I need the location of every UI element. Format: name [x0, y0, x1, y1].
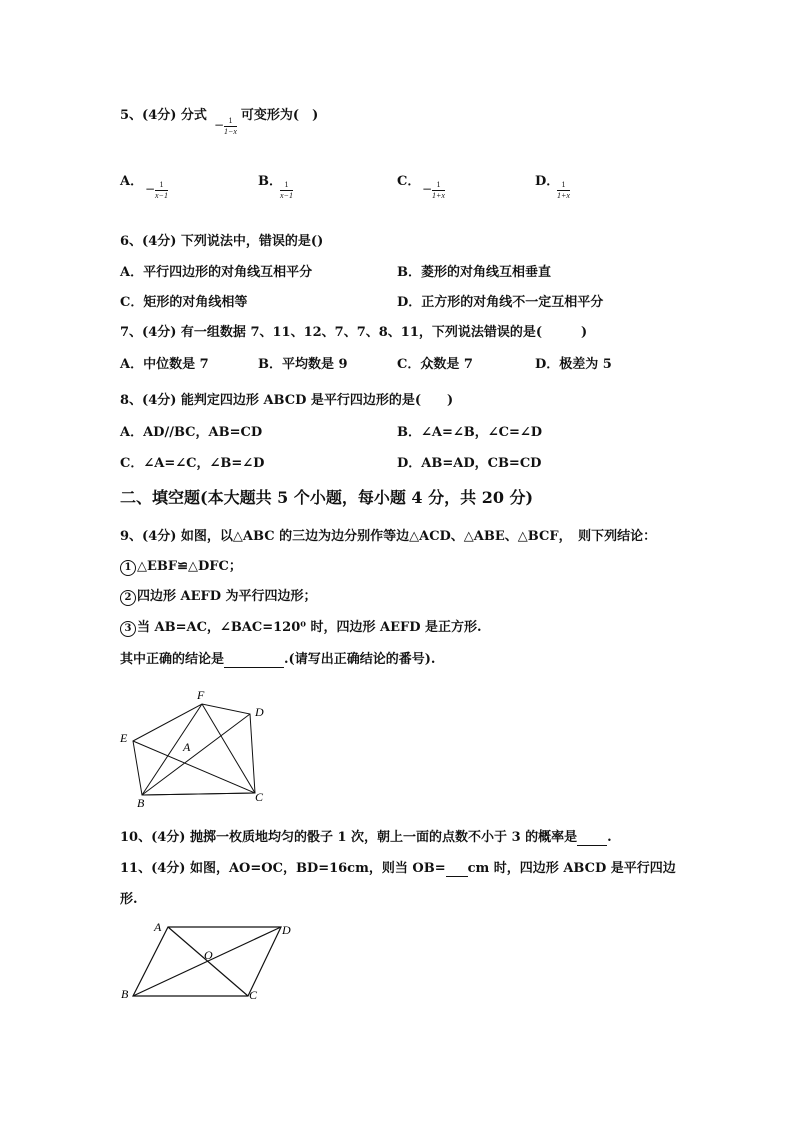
q6-stem: 6、(4分) 下列说法中，错误的是()	[120, 234, 324, 249]
q8-option-c[interactable]: C．∠A=∠C，∠B=∠D	[120, 456, 265, 471]
q5-option-b-label[interactable]: B．	[258, 174, 282, 189]
q5-option-c-label[interactable]: C．	[397, 174, 421, 189]
q10-answer-blank[interactable]	[577, 830, 607, 846]
circled-number-2: 2	[120, 590, 136, 606]
q11-label-a: A	[154, 920, 162, 934]
q7-option-b[interactable]: B．平均数是 9	[258, 357, 348, 372]
q5-option-d-fraction: $\frac{1}{1+x}$	[557, 180, 570, 200]
q9-label-b: B	[137, 796, 145, 810]
q7-option-c[interactable]: C．众数是 7	[397, 357, 473, 372]
q11-answer-blank[interactable]	[446, 861, 468, 877]
q7-option-a[interactable]: A．中位数是 7	[120, 357, 209, 372]
circled-number-1: 1	[120, 560, 136, 576]
q8-option-d[interactable]: D．AB=AD，CB=CD	[397, 456, 542, 471]
q5-option-b-fraction: $\frac{1}{x-1}$	[280, 180, 293, 200]
q5-expr-fraction: $\frac{1}{1-x}$	[224, 116, 237, 136]
q11-label-c: C	[249, 988, 258, 1002]
q9-label-f: F	[197, 688, 205, 702]
q11-line2: 形.	[120, 892, 138, 907]
q5-option-a-fraction: $\frac{1}{x-1}$	[155, 180, 168, 200]
q7-stem: 7、(4分) 有一组数据 7、11、12、7、7、8、11，下列说法错误的是( )	[120, 325, 588, 340]
q8-stem: 8、(4分) 能判定四边形 ABCD 是平行四边形的是( )	[120, 393, 454, 408]
q11-label-b: B	[121, 987, 129, 1001]
q8-option-a[interactable]: A．AD//BC，AB=CD	[120, 425, 263, 440]
q8-option-b[interactable]: B．∠A=∠B，∠C=∠D	[397, 425, 543, 440]
q11-label-d: D	[282, 923, 291, 937]
q5-option-a-label[interactable]: A．	[120, 174, 144, 189]
q9-answer-blank[interactable]	[224, 652, 284, 668]
q9-answer-line: 其中正确的结论是 .(请写出正确结论的番号).	[120, 652, 436, 667]
q6-option-c[interactable]: C．矩形的对角线相等	[120, 295, 248, 310]
q6-option-b[interactable]: B．菱形的对角线互相垂直	[397, 265, 551, 280]
q9-item-3: 3 当 AB=AC，∠BAC=120⁰ 时，四边形 AEFD 是正方形.	[120, 616, 482, 637]
q11-parallelogram-figure	[118, 918, 298, 1004]
q7-option-d[interactable]: D．极差为 5	[535, 357, 612, 372]
q5-option-d-label[interactable]: D．	[535, 174, 560, 189]
circled-number-3: 3	[120, 621, 136, 637]
q9-triangle-figure	[115, 685, 280, 810]
q9-stem: 9、(4分) 如图，以△ABC 的三边为边分别作等边△ACD、△ABE、△BCF， 则下列结论：	[120, 529, 657, 544]
q9-item-1: 1 △EBF≌△DFC；	[120, 555, 242, 576]
q6-option-a[interactable]: A．平行四边形的对角线互相平分	[120, 265, 313, 280]
q6-option-d[interactable]: D．正方形的对角线不一定互相平分	[397, 295, 604, 310]
q11-label-o: O	[204, 948, 213, 962]
q5-option-a-sign: −	[145, 182, 156, 196]
q9-item-2: 2 四边形 AEFD 为平行四边形；	[120, 585, 317, 606]
q9-label-d: D	[255, 705, 264, 719]
q5-expr-sign: −	[214, 118, 225, 132]
q10-stem: 10、(4分) 抛掷一枚质地均匀的骰子 1 次，朝上一面的点数不小于 3 的概率是 .	[120, 830, 612, 845]
q9-label-a: A	[183, 740, 191, 754]
q11-stem: 11、(4分) 如图，AO=OC，BD=16cm，则当 OB= cm 时，四边形 ABCD 是平行四边	[120, 861, 676, 876]
q9-label-e: E	[120, 731, 128, 745]
section-2-title: 二、填空题(本大题共 5 个小题，每小题 4 分，共 20 分)	[120, 488, 534, 507]
q5-option-c-sign: −	[422, 182, 433, 196]
q9-label-c: C	[255, 790, 264, 804]
q5-stem: 5、(4分) 分式 可变形为( )	[120, 108, 319, 123]
q5-option-c-fraction: $\frac{1}{1+x}$	[432, 180, 445, 200]
